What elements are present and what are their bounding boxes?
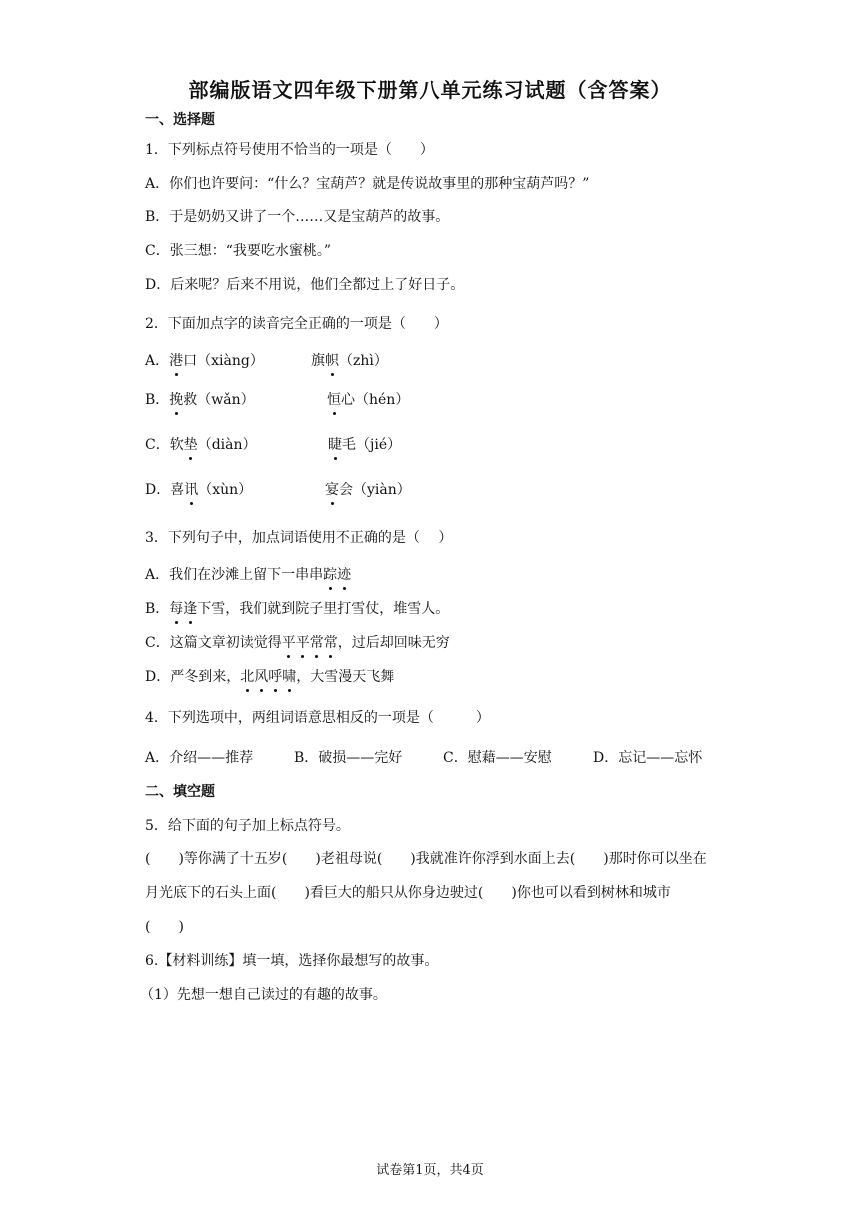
sentence-text: D．严冬到来，: [145, 669, 241, 685]
word-char: 喜: [170, 482, 185, 498]
dotted-char: 呼: [268, 669, 283, 685]
question-3-option-a: [145, 565, 351, 585]
dotted-char: 啸: [282, 669, 297, 685]
sentence-text: ，大雪漫天飞舞: [296, 669, 395, 685]
question-2-option-a-word2: [311, 351, 388, 371]
word-char: 软: [169, 437, 184, 453]
question-1-option-a: A．你们也许要问：“什么？宝葫芦？就是传说故事里的那种宝葫芦吗？”: [145, 176, 590, 192]
dotted-char: 平: [295, 635, 310, 651]
question-2-option-b-word2: [327, 390, 409, 410]
question-2-option-c: [145, 435, 257, 455]
question-2-option-d-word2: [325, 480, 411, 500]
word-pinyin: 毛（jié）: [342, 437, 402, 453]
option-letter: B．: [145, 392, 170, 408]
word-pinyin: 会（yiàn）: [339, 482, 411, 498]
dotted-char: 恒: [327, 392, 341, 408]
section-heading-fill: 二、填空题: [145, 784, 215, 800]
page-title: 部编版语文四年级下册第八单元练习试题（含答案）: [188, 78, 672, 102]
question-2-option-d: [145, 480, 252, 500]
question-2-option-b: [145, 390, 255, 410]
dotted-char: 北: [240, 669, 255, 685]
word-pinyin: （xùn）: [198, 482, 253, 498]
question-2-option-c-word2: [328, 435, 401, 455]
question-3-stem: 3．下列句子中，加点词语使用不正确的是（ ）: [145, 530, 453, 546]
question-6-subitem-1: （1）先想一想自己读过的有趣的故事。: [140, 987, 387, 1003]
question-1-option-b: B．于是奶奶又讲了一个……又是宝葫芦的故事。: [145, 209, 450, 225]
dotted-char: 垫: [183, 437, 198, 453]
dotted-char: 迹: [337, 567, 352, 583]
question-3-option-b: [145, 599, 449, 619]
option-letter: B．: [145, 601, 170, 617]
question-3-option-c: [145, 633, 450, 653]
question-1-option-d: D．后来呢？后来不用说，他们全都过上了好日子。: [145, 277, 465, 293]
word-pinyin: 口（xiàng）: [183, 353, 264, 369]
dotted-char: 讯: [184, 482, 199, 498]
question-4-option-d: D．忘记——忘怀: [593, 750, 703, 766]
option-letter: C．: [145, 437, 170, 453]
question-1-option-c: C．张三想：“我要吃水蜜桃。”: [145, 243, 332, 259]
question-4-option-a: A．介绍——推荐: [145, 750, 254, 766]
dotted-char: 宴: [325, 482, 339, 498]
question-4-option-b: B．破损——完好: [294, 750, 403, 766]
question-3-option-d: [145, 667, 394, 687]
word-char: 旗: [311, 353, 325, 369]
question-5-passage-line-2: 月光底下的石头上面( )看巨大的船只从你身边驶过( )你也可以看到树林和城市: [145, 885, 671, 901]
dotted-char: 港: [169, 353, 184, 369]
word-pinyin: （zhì）: [339, 353, 388, 369]
question-2-stem: 2．下面加点字的读音完全正确的一项是（ ）: [145, 316, 448, 332]
dotted-char: 帜: [325, 353, 339, 369]
sentence-text: A．我们在沙滩上留下一串串: [145, 567, 324, 583]
dotted-char: 踪: [323, 567, 338, 583]
option-letter: A．: [145, 353, 170, 369]
dotted-char: 平: [281, 635, 296, 651]
question-1-stem: 1．下列标点符号使用不恰当的一项是（ ）: [145, 142, 434, 158]
dotted-char: 每: [169, 601, 184, 617]
question-4-option-c: C．慰藉——安慰: [443, 750, 552, 766]
word-pinyin: 心（hén）: [341, 392, 410, 408]
question-6-stem: 6.【材料训练】填一填，选择你最想写的故事。: [145, 953, 439, 969]
dotted-char: 常: [323, 635, 338, 651]
sentence-text: ，过后却回味无穷: [337, 635, 450, 651]
word-pinyin: （diàn）: [197, 437, 257, 453]
question-5-stem: 5．给下面的句子加上标点符号。: [145, 818, 350, 834]
question-5-passage-line-3: ( ): [145, 919, 184, 935]
option-letter: D．: [145, 482, 171, 498]
question-4-stem: 4．下列选项中，两组词语意思相反的一项是（ ）: [145, 710, 490, 726]
dotted-char: 睫: [328, 437, 342, 453]
sentence-text: C．这篇文章初读觉得: [145, 635, 282, 651]
dotted-char: 风: [254, 669, 269, 685]
dotted-char: 常: [309, 635, 324, 651]
dotted-char: 挽: [169, 392, 184, 408]
question-5-passage-line-1: ( )等你满了十五岁( )老祖母说( )我就准许你浮到水面上去( )那时你可以坐在: [145, 851, 707, 867]
sentence-text: 下雪，我们就到院子里打雪仗，堆雪人。: [197, 601, 450, 617]
section-heading-choice: 一、选择题: [145, 112, 215, 128]
dotted-char: 逢: [183, 601, 198, 617]
question-2-option-a: [145, 351, 264, 371]
word-pinyin: 救（wǎn）: [183, 392, 255, 408]
page-footer: 试卷第1页，共4页: [376, 1163, 484, 1178]
